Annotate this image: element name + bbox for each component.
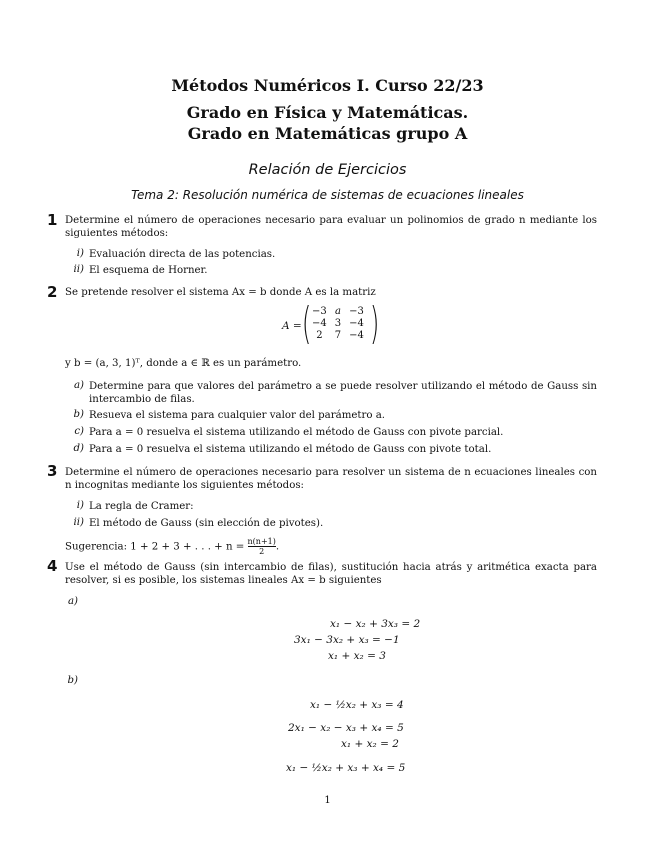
- exercise-1-item-i-label: i): [76, 248, 84, 259]
- exercise-3-number: 3: [47, 462, 58, 480]
- matrix-cell: −4: [349, 330, 364, 341]
- matrix-cell: 3: [334, 318, 342, 329]
- matrix-left-paren: (: [301, 298, 312, 349]
- exercise-2-item-b: Resueva el sistema para cualquier valor del parámetro a.: [89, 410, 386, 421]
- exercise-2-item-c: Para a = 0 resuelva el sistema utilizando el método de Gauss con pivote parcial.: [89, 427, 504, 438]
- exercise-3-statement: Determine el número de operaciones necesario para resolver un sistema de n ecuaciones lineales con n incognitas mediante los siguientes métodos:: [65, 467, 597, 491]
- system-b-eq1: x₁ − ½x₂ + x₃ = 4: [310, 699, 404, 711]
- exercise-1-item-i: Evaluación directa de las potencias.: [89, 249, 276, 260]
- exercise-2-item-c-label: c): [74, 426, 84, 437]
- exercise-2-item-b-label: b): [73, 409, 84, 420]
- page-number: 1: [324, 795, 331, 806]
- topic-title: Tema 2: Resolución numérica de sistemas de ecuaciones lineales: [131, 188, 524, 202]
- exercise-1-number: 1: [47, 211, 58, 229]
- exercise-2-item-a: Determine para que valores del parámetro a se puede resolver utilizando el método de Gauss sin intercambio de filas.: [89, 381, 597, 405]
- exercise-1-item-ii: El esquema de Horner.: [89, 265, 208, 276]
- exercise-2-item-a-label: a): [73, 380, 84, 391]
- hint-fraction-denominator: 2: [248, 546, 276, 556]
- hint-fraction-numerator: n(n+1): [247, 537, 276, 546]
- matrix-cell: −3: [312, 306, 327, 317]
- exercise-4-item-b-label: b): [67, 675, 78, 686]
- matrix-cell: −4: [349, 318, 364, 329]
- exercise-3-hint: [65, 537, 279, 556]
- exercise-2-number: 2: [47, 283, 58, 301]
- hint-text: Sugerencia: 1 + 2 + 3 + . . . + n =: [65, 541, 245, 553]
- exercise-4-number: 4: [47, 557, 58, 575]
- section-title: Relación de Ejercicios: [248, 162, 407, 178]
- exercise-2-item-d: Para a = 0 resuelva el sistema utilizando el método de Gauss con pivote total.: [89, 444, 492, 455]
- matrix-cell: −3: [349, 306, 364, 317]
- exercise-3-item-i: La regla de Cramer:: [89, 501, 194, 512]
- hint-period: .: [275, 541, 280, 553]
- system-a-eq2: 3x₁ − 3x₂ + x₃ = −1: [294, 634, 400, 646]
- matrix-cell: −4: [312, 318, 327, 329]
- exercise-3-item-ii: El método de Gauss (sin elección de pivotes).: [89, 518, 324, 529]
- matrix-cell: 7: [334, 330, 342, 341]
- degree-line-1: Grado en Física y Matemáticas.: [186, 103, 469, 122]
- exercise-4-statement: Use el método de Gauss (sin intercambio de filas), sustitución hacia atrás y aritmética exacta para resolver, si es posible, los sistemas lineales Ax = b siguientes: [65, 562, 597, 586]
- exercise-2-statement: Se pretende resolver el sistema Ax = b donde A es la matriz: [65, 287, 376, 298]
- system-a-eq3: x₁ + x₂ = 3: [328, 650, 386, 662]
- exercise-2-vector-b: y b = (a, 3, 1)ᵀ, donde a ∈ ℝ es un parámetro.: [65, 358, 302, 369]
- degree-line-2: Grado en Matemáticas grupo A: [187, 124, 468, 143]
- system-b-eq2: 2x₁ − x₂ − x₃ + x₄ = 5: [288, 722, 404, 734]
- exercise-2-item-d-label: d): [73, 443, 84, 454]
- matrix-right-paren: ): [369, 298, 380, 349]
- system-b-eq4: x₁ − ½x₂ + x₃ + x₄ = 5: [286, 762, 406, 774]
- exercise-3-item-i-label: i): [76, 500, 84, 511]
- matrix-cell: 2: [316, 330, 323, 341]
- exercise-3-item-ii-label: ii): [73, 517, 84, 528]
- system-b-eq3: x₁ + x₂ = 2: [341, 738, 399, 750]
- hint-fraction: [248, 537, 276, 556]
- matrix-cell: a: [334, 306, 341, 317]
- system-a-eq1: x₁ − x₂ + 3x₃ = 2: [330, 618, 421, 630]
- exercise-4-item-a-label: a): [67, 596, 78, 607]
- matrix-label: A =: [282, 320, 302, 332]
- document-title: Métodos Numéricos I. Curso 22/23: [171, 76, 484, 95]
- exercise-1-item-ii-label: ii): [73, 264, 84, 275]
- exercise-1-statement: Determine el número de operaciones necesario para evaluar un polinomios de grado n mediante los siguientes métodos:: [65, 215, 597, 239]
- matrix-A: [308, 306, 368, 342]
